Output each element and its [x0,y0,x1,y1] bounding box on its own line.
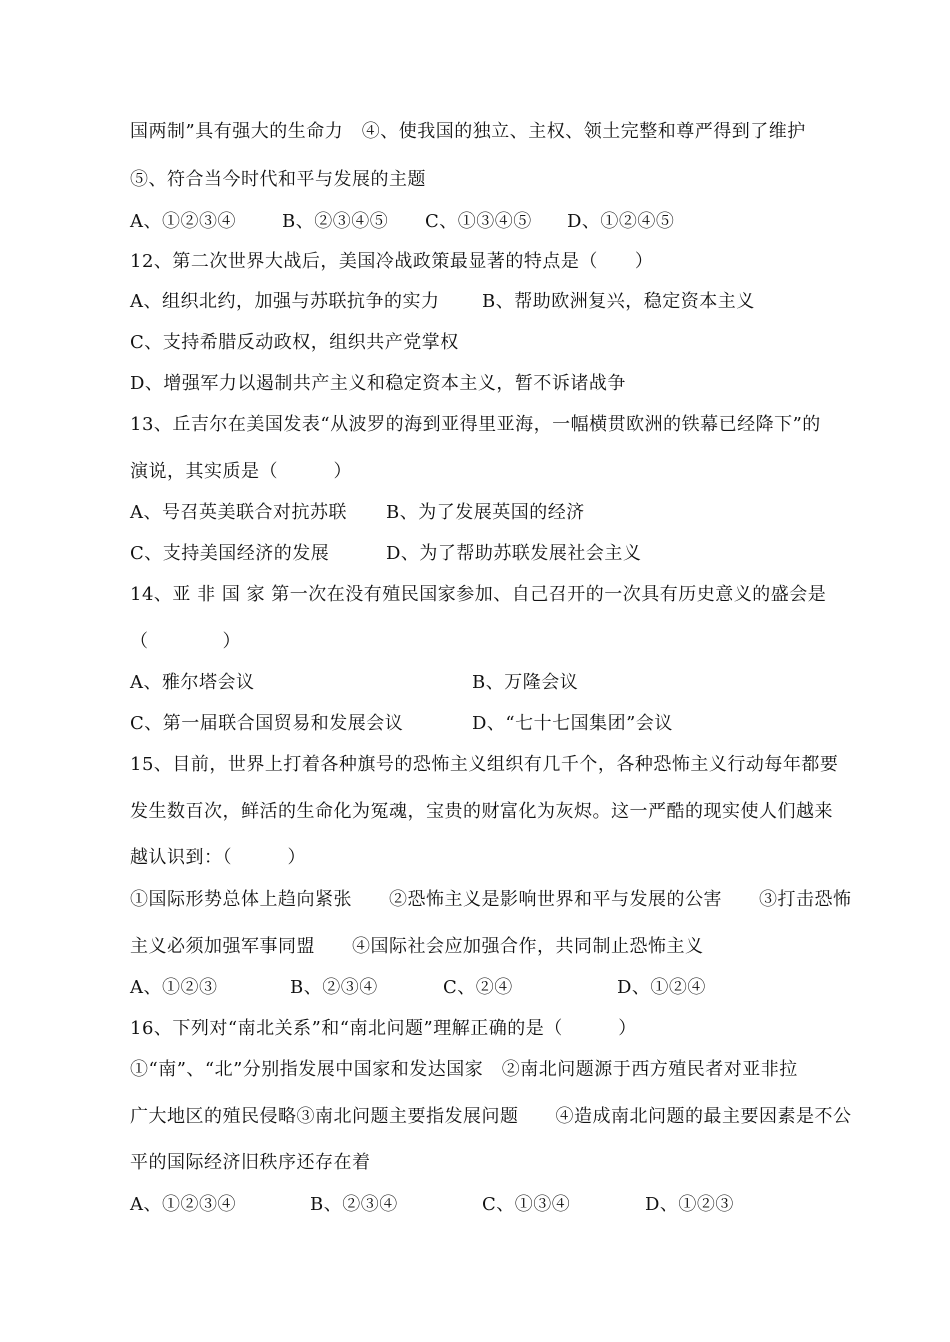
q13-option-c[interactable]: C、支持美国经济的发展 [130,543,330,564]
q14-option-b[interactable]: B、万隆会议 [472,672,579,693]
q14-option-a[interactable]: A、雅尔塔会议 [130,672,255,693]
q14-option-d[interactable]: D、“七十七国集团”会议 [472,713,673,734]
q15-stem-line1: 15、目前，世界上打着各种旗号的恐怖主义组织有几千个，各种恐怖主义行动每年都要 [130,754,839,775]
q15-stem-line3: 越认识到：（ ） [130,847,306,868]
q14-option-c[interactable]: C、第一届联合国贸易和发展会议 [130,713,404,734]
q14-stem-line1: 14、亚 非 国 家 第一次在没有殖民国家参加、自己召开的一次具有历史意义的盛会是 [130,584,827,605]
q12-option-b[interactable]: B、帮助欧洲复兴，稳定资本主义 [482,291,755,312]
q13-option-d[interactable]: D、为了帮助苏联发展社会主义 [386,543,642,564]
q15-statements-line1: ①国际形势总体上趋向紧张 ②恐怖主义是影响世界和平与发展的公害 ③打击恐怖 [130,889,852,910]
q15-option-c[interactable]: C、②④ [443,977,513,998]
q16-option-c[interactable]: C、①③④ [482,1194,571,1215]
q13-stem-line2: 演说，其实质是（ ） [130,461,352,482]
q13-option-a[interactable]: A、号召英美联合对抗苏联 [130,502,347,523]
q14-stem-line2: （ ） [130,631,241,652]
q15-option-b[interactable]: B、②③④ [290,977,378,998]
q13-option-b[interactable]: B、为了发展英国的经济 [386,502,585,523]
q16-statements-line3: 平的国际经济旧秩序还存在着 [130,1152,371,1173]
q11-option-c[interactable]: C、①③④⑤ [425,211,532,232]
q11-option-a[interactable]: A、①②③④ [130,211,236,232]
q16-statements-line1: ①“南”、“北”分别指发展中国家和发达国家 ②南北问题源于西方殖民者对亚非拉 [130,1059,798,1080]
q13-stem-line1: 13、丘吉尔在美国发表“从波罗的海到亚得里亚海，一幅横贯欧洲的铁幕已经降下”的 [130,414,821,435]
q12-stem: 12、第二次世界大战后，美国冷战政策最显著的特点是（ ） [130,251,654,272]
q15-option-a[interactable]: A、①②③ [130,977,218,998]
q11-text-line2: ⑤、符合当今时代和平与发展的主题 [130,169,426,190]
q16-statements-line2: 广大地区的殖民侵略③南北问题主要指发展问题 ④造成南北问题的最主要因素是不公 [130,1106,852,1127]
q12-option-d[interactable]: D、增强军力以遏制共产主义和稳定资本主义，暂不诉诸战争 [130,373,626,394]
q12-option-a[interactable]: A、组织北约，加强与苏联抗争的实力 [130,291,440,312]
q16-option-a[interactable]: A、①②③④ [130,1194,236,1215]
q16-stem: 16、下列对“南北关系”和“南北问题”理解正确的是（ ） [130,1018,637,1039]
q11-option-b[interactable]: B、②③④⑤ [282,211,389,232]
q15-stem-line2: 发生数百次，鲜活的生命化为冤魂，宝贵的财富化为灰烬。这一严酷的现实使人们越来 [130,801,833,822]
q11-option-d[interactable]: D、①②④⑤ [567,211,675,232]
q11-text-line1: 国两制”具有强大的生命力 ④、使我国的独立、主权、领土完整和尊严得到了维护 [130,121,806,142]
q16-option-d[interactable]: D、①②③ [645,1194,734,1215]
q12-option-c[interactable]: C、支持希腊反动政权，组织共产党掌权 [130,332,459,353]
q15-option-d[interactable]: D、①②④ [617,977,706,998]
q15-statements-line2: 主义必须加强军事同盟 ④国际社会应加强合作，共同制止恐怖主义 [130,936,704,957]
q16-option-b[interactable]: B、②③④ [310,1194,398,1215]
